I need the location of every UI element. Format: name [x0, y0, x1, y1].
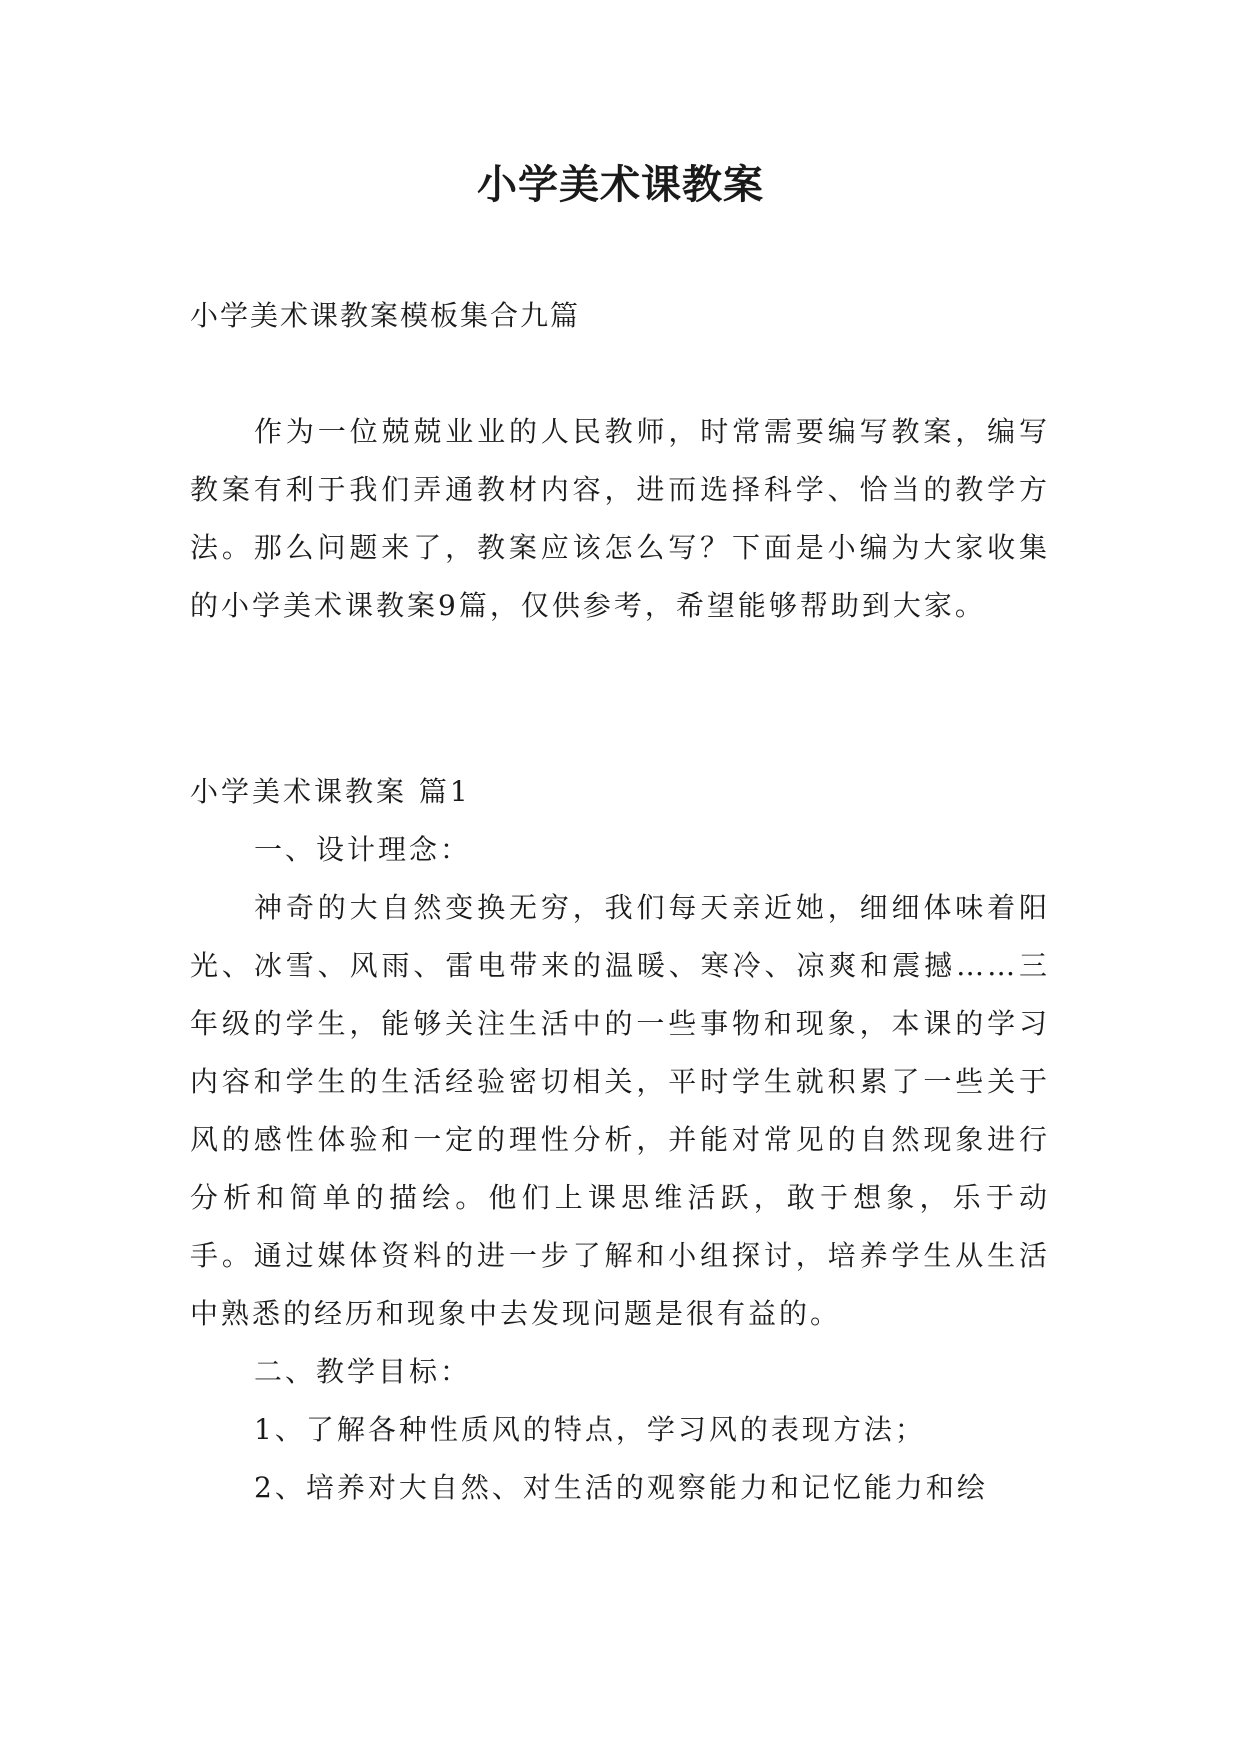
- document-title: 小学美术课教案: [477, 161, 764, 208]
- intro-paragraph: 作为一位兢兢业业的人民教师，时常需要编写教案，编写教案有利于我们弄通教材内容，进而选择科学、恰当的教学方法。那么问题来了，教案应该怎么写？下面是小编为大家收集的小学美术课教案9篇，仅供参考，希望能够帮助到大家。: [190, 415, 1050, 622]
- design-concept-paragraph: 神奇的大自然变换无穷，我们每天亲近她，细细体味着阳光、冰雪、风雨、雷电带来的温暖、寒冷、凉爽和震撼……三年级的学生，能够关注生活中的一些事物和现象，本课的学习内容和学生的生活经验密切相关，平时学生就积累了一些关于风的感性体验和一定的理性分析，并能对常见的自然现象进行分析和简单的描绘。他们上课思维活跃，敢于想象，乐于动手。通过媒体资料的进一步了解和小组探讨，培养学生从生活中熟悉的经历和现象中去发现问题是很有益的。: [190, 891, 1050, 1330]
- section-body: [190, 821, 1050, 1517]
- teaching-goal-item: 2、培养对大自然、对生活的观察能力和记忆能力和绘: [254, 1471, 988, 1504]
- intro-block: [190, 403, 1050, 635]
- section-heading: 小学美术课教案 篇1: [190, 775, 471, 808]
- teaching-goals-heading: 二、教学目标：: [254, 1355, 472, 1388]
- design-concept-heading: 一、设计理念：: [254, 833, 472, 866]
- document-subtitle: 小学美术课教案模板集合九篇: [190, 299, 581, 332]
- teaching-goal-item: 1、了解各种性质风的特点，学习风的表现方法；: [254, 1413, 926, 1446]
